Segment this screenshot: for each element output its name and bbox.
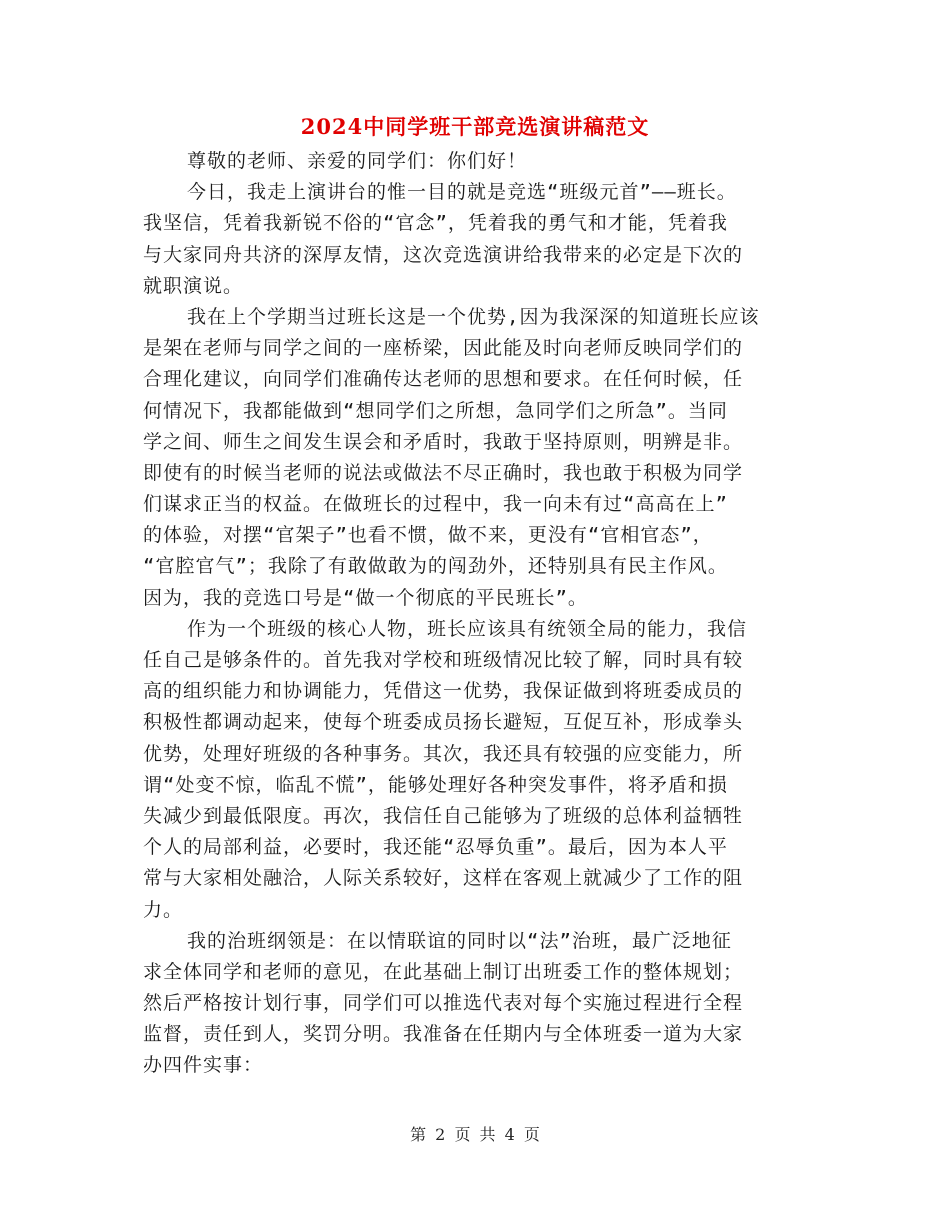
text-line: 就职演说。 xyxy=(143,274,244,297)
text-line: “官腔官气”；我除了有敢做敢为的闯劲外，还特别具有民主作风。 xyxy=(143,555,728,578)
text-line: 然后严格按计划行事，同学们可以推选代表对每个实施过程进行全程 xyxy=(143,992,744,1015)
text-line: 尊敬的老师、亲爱的同学们：你们好！ xyxy=(187,150,528,172)
text-line: 失减少到最低限度。再次，我信任自己能够为了班级的总体利益牺牲 xyxy=(143,804,744,827)
text-line: 的体验，对摆“官架子”也看不惯，做不来，更没有“官相官态”， xyxy=(143,524,713,547)
text-line: 任自己是够条件的。首先我对学校和班级情况比较了解，同时具有较 xyxy=(143,649,744,671)
text-line: 是架在老师与同学之间的一座桥梁，因此能及时向老师反映同学们的 xyxy=(143,337,744,360)
text-line: 我坚信，凭着我新锐不俗的“官念”，凭着我的勇气和才能，凭着我 xyxy=(143,212,728,235)
text-line: 学之间、师生之间发生误会和矛盾时，我敢于坚持原则，明辨是非。 xyxy=(143,430,744,453)
text-line: 我在上个学期当过班长这是一个优势,因为我深深的知道班长应该 xyxy=(187,305,760,328)
document-title: 2024中同学班干部竞选演讲稿范文 xyxy=(300,114,650,139)
text-line: 作为一个班级的核心人物，班长应该具有统领全局的能力，我信 xyxy=(187,617,748,640)
text-line: 常与大家相处融洽，人际关系较好，这样在客观上就减少了工作的阻 xyxy=(143,867,744,890)
text-line: 监督，责任到人，奖罚分明。我准备在任期内与全体班委一道为大家 xyxy=(143,1023,744,1046)
text-line: 何情况下，我都能做到“想同学们之所想，急同学们之所急”。当同 xyxy=(143,399,728,422)
text-line: 合理化建议，向同学们准确传达老师的思想和要求。在任何时候，任 xyxy=(143,368,744,391)
text-line: 高的组织能力和协调能力，凭借这一优势，我保证做到将班委成员的 xyxy=(143,680,744,703)
text-line: 求全体同学和老师的意见，在此基础上制订出班委工作的整体规划； xyxy=(143,960,744,983)
text-line: 个人的局部利益，必要时，我还能“忍辱负重”。最后，因为本人平 xyxy=(143,836,728,859)
text-line: 即使有的时候当老师的说法或做法不尽正确时，我也敢于积极为同学 xyxy=(143,461,744,484)
text-line: 今日，我走上演讲台的惟一目的就是竞选“班级元首”——班长。 xyxy=(187,181,737,204)
text-line: 力。 xyxy=(143,898,184,921)
text-line: 与大家同舟共济的深厚友情，这次竞选演讲给我带来的必定是下次的 xyxy=(143,243,744,266)
text-line: 积极性都调动起来，使每个班委成员扬长避短，互促互补，形成拳头 xyxy=(143,711,744,734)
page-footer: 第 2 页 共 4 页 xyxy=(410,1125,540,1144)
text-line: 们谋求正当的权益。在做班长的过程中，我一向未有过“高高在上” xyxy=(143,493,728,516)
text-line: 谓“处变不惊，临乱不慌”，能够处理好各种突发事件，将矛盾和损 xyxy=(143,773,728,796)
text-line: 优势，处理好班级的各种事务。其次，我还具有较强的应变能力，所 xyxy=(143,742,744,765)
text-line: 因为，我的竞选口号是“做一个彻底的平民班长”。 xyxy=(143,586,588,609)
document-body xyxy=(143,146,808,1082)
text-line: 办四件实事： xyxy=(143,1054,264,1077)
text-line: 我的治班纲领是：在以情联谊的同时以“法”治班，最广泛地征 xyxy=(187,929,732,952)
